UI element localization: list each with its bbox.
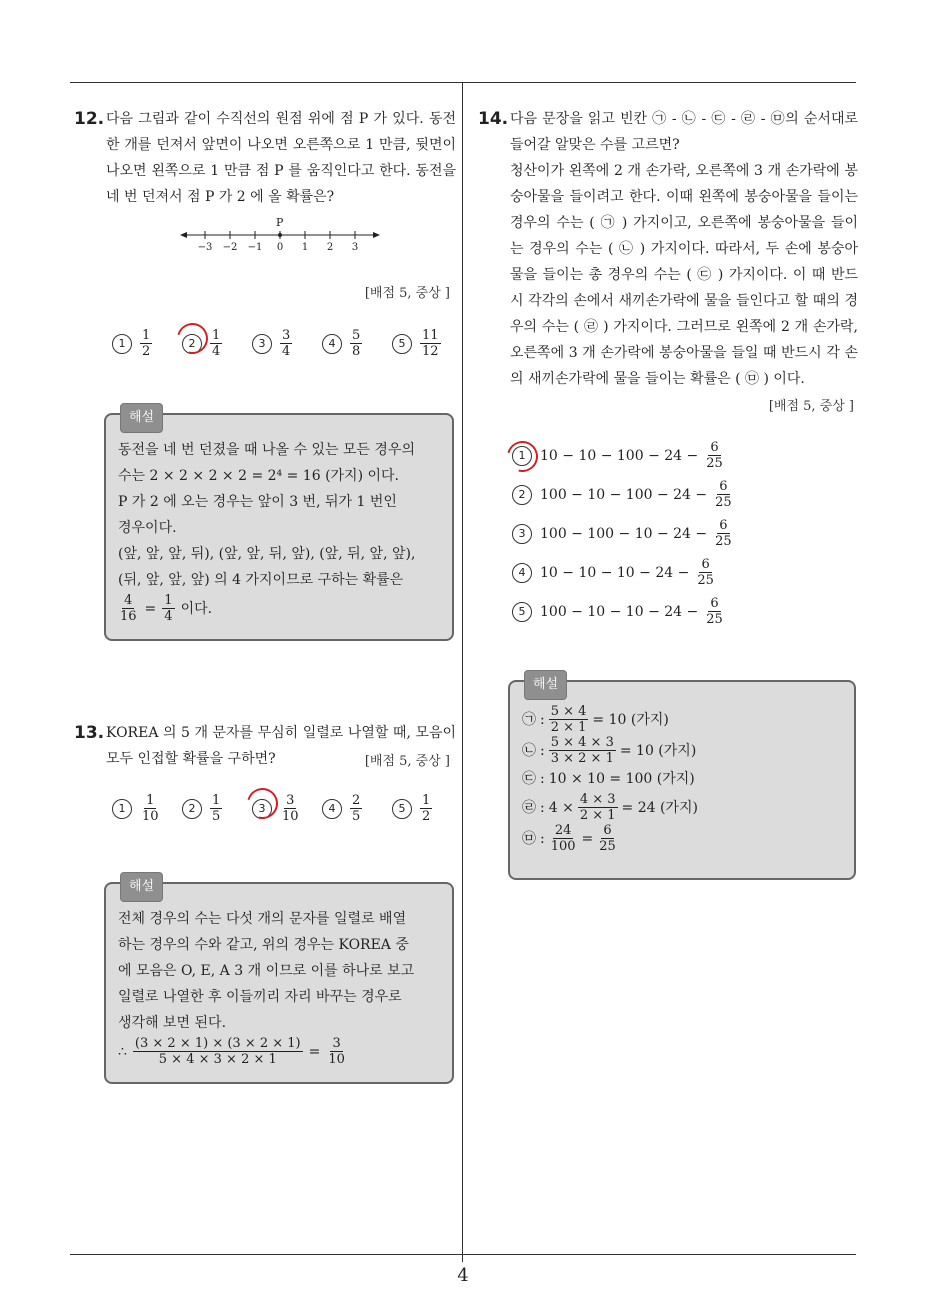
choice-number: 1 <box>512 446 532 466</box>
tick-label: −1 <box>247 242 263 253</box>
fraction: $\frac{5 \times 4}{2 \times 1}$ <box>550 704 587 735</box>
choice-3[interactable] <box>512 514 734 553</box>
question-passage: 청산이가 왼쪽에 2 개 손가락, 오른쪽에 3 개 손가락에 봉숭아물을 들이려고 한다. 이때 왼쪽에 봉숭아물을 들이는 경우의 수는 ( ㉠ ) 가지이고, 오른쪽에 봉숭아물을 들이는 경우의 수는 ( ㉡ ) 가지이다. 따라서, 두 손에 봉숭아물을 들이는 총 경우의 수는 ( ㉢ ) 가지이다. 이 때 반드시 각각의 손에서 새끼손가락에 물을 들인다고 할 때의 경우의 수는 ( ㉣ ) 가지이다. 그러므로 왼쪽에 2 개 손가락, 오른쪽에 3 개 손가락에 봉숭아물을 들일 때 반드시 각 손의 새끼손가락에 물을 들이는 확률은 ( ㉤ ) 이다. <box>510 163 858 387</box>
marked-answer <box>512 446 540 466</box>
choice-5[interactable] <box>392 793 462 824</box>
fraction: $\frac{6}{25}$ <box>599 823 616 854</box>
fraction: $\frac{5 \times 4 \times 3}{3 \times 2 \times 1}$ <box>550 735 614 766</box>
choice-4[interactable] <box>322 328 392 359</box>
fraction: $\frac{24}{100}$ <box>550 823 576 854</box>
solution-box <box>104 410 454 641</box>
answer-choices <box>512 436 734 631</box>
question-14 <box>478 106 858 392</box>
solution-line: 일렬로 나열한 후 이들끼리 자리 바꾸는 경우로 <box>118 989 402 1005</box>
page-number: 4 <box>457 1265 469 1286</box>
tick-label: 1 <box>301 242 309 253</box>
solution-line: ㉡ : $\frac{5 \times 4 \times 3}{3 \times 2 \times 1}$ = 10 (가지) <box>522 735 697 766</box>
solution-line: (앞, 앞, 앞, 뒤), (앞, 앞, 뒤, 앞), (앞, 뒤, 앞, 앞), <box>118 546 416 562</box>
choice-expression: 100 − 100 − 10 − 24 − <box>540 525 708 542</box>
choice-number: 5 <box>512 602 532 622</box>
choice-number: 5 <box>392 334 412 354</box>
solution-line: 동전을 네 번 던졌을 때 나올 수 있는 모든 경우의 <box>118 442 416 458</box>
solution-box <box>508 677 856 880</box>
score-label: [배점 5, 중상 ] <box>364 754 450 769</box>
blank-label: ㉤ <box>522 830 536 847</box>
solution-text <box>118 437 440 593</box>
question-text: 다음 그림과 같이 수직선의 원점 위에 점 P 가 있다. 동전 한 개를 던져서 앞면이 나오면 오른쪽으로 1 만큼, 뒷면이 나오면 왼쪽으로 1 만큼 점 P 를 움직인다고 한다. 동전을 네 번 던져서 점 P 가 2 에 올 확률은? <box>106 111 456 205</box>
choice-2[interactable] <box>182 328 252 359</box>
fraction: $\frac{3}{10}$ <box>328 1036 345 1067</box>
fraction: $\frac{6}{25}$ <box>706 596 723 627</box>
choice-number: 4 <box>322 334 342 354</box>
choice-number: 1 <box>112 334 132 354</box>
choice-3[interactable] <box>252 328 322 359</box>
solution-line: P 가 2 에 오는 경우는 앞이 3 번, 뒤가 1 번인 <box>118 494 397 510</box>
solution-box <box>104 879 454 1084</box>
choice-2[interactable] <box>182 793 252 824</box>
choice-3[interactable] <box>252 793 322 824</box>
fraction: $\frac{6}{25}$ <box>706 440 723 471</box>
fraction: $\frac{1}{2}$ <box>422 793 431 824</box>
solution-line: 전체 경우의 수는 다섯 개의 문자를 일렬로 배열 <box>118 911 407 927</box>
fraction: $\frac{5}{8}$ <box>352 328 361 359</box>
choice-5[interactable] <box>392 328 462 359</box>
bottom-rule <box>70 1254 856 1255</box>
answer-choices <box>112 793 462 824</box>
choice-number: 5 <box>392 799 412 819</box>
fraction: $\frac{4}{16}$ <box>120 593 137 624</box>
choice-expression: 100 − 10 − 100 − 24 − <box>540 486 708 503</box>
choice-number: 2 <box>182 799 202 819</box>
column-divider <box>462 82 463 1262</box>
tick-label: −3 <box>197 242 213 253</box>
choice-1[interactable] <box>512 436 734 475</box>
solution-text <box>118 906 440 1036</box>
solution-tag: 해설 <box>524 670 567 700</box>
solution-line: 생각해 보면 된다. <box>118 1015 227 1031</box>
blank-label: ㉢ <box>522 771 536 787</box>
blank-label: ㉡ <box>522 742 536 759</box>
fraction: $\frac{4 \times 3}{2 \times 1}$ <box>579 792 616 823</box>
choice-4[interactable] <box>512 553 734 592</box>
solution-tag: 해설 <box>120 403 163 433</box>
choice-1[interactable] <box>112 793 182 824</box>
question-text: KOREA 의 5 개 문자를 무심히 일렬로 나열할 때, 모음이 모두 인접할 확률을 구하면? <box>106 725 456 767</box>
question-text: 다음 문장을 읽고 빈칸 ㉠ - ㉡ - ㉢ - ㉣ - ㉤의 순서대로 들어갈 알맞은 수를 고르면? <box>510 111 858 153</box>
blank-label: ㉠ <box>522 711 536 728</box>
point-p-label: P <box>276 216 284 229</box>
fraction: $\frac{1}{4}$ <box>164 593 173 624</box>
solution-line: ㉠ : $\frac{5 \times 4}{2 \times 1}$ = 10 (가지) <box>522 704 669 735</box>
solution-final: $\frac{4}{16}$ = $\frac{1}{4}$ 이다. <box>120 593 213 624</box>
solution-line: 하는 경우의 수와 같고, 위의 경우는 KOREA 중 <box>118 937 409 953</box>
tick-label: 2 <box>326 242 334 253</box>
answer-choices <box>112 328 462 359</box>
number-line-labels <box>180 242 380 256</box>
question-number: 12. <box>74 109 105 129</box>
solution-final: ∴ $\frac{(3 \times 2 \times 1) \times (3 \times 2 \times 1)}{5 \times 4 \times 3 \times 2 \times 1}$ = $\frac{3}{10}$ <box>118 1036 345 1067</box>
choice-number: 2 <box>182 334 202 354</box>
solution-tag: 해설 <box>120 872 163 902</box>
solution-line: 수는 2 × 2 × 2 × 2 = 2⁴ = 16 (가지) 이다. <box>118 468 399 484</box>
fraction: $\frac{1}{4}$ <box>212 328 221 359</box>
choice-number: 3 <box>252 799 272 819</box>
blank-label: ㉣ <box>522 799 536 816</box>
fraction: $\frac{1}{5}$ <box>212 793 221 824</box>
choice-expression: 100 − 10 − 10 − 24 − <box>540 603 699 620</box>
fraction: $\frac{6}{25}$ <box>697 557 714 588</box>
choice-number: 4 <box>512 563 532 583</box>
score-label: [배점 5, 중상 ] <box>364 286 450 301</box>
solution-line: 에 모음은 O, E, A 3 개 이므로 이를 하나로 보고 <box>118 963 415 979</box>
choice-1[interactable] <box>112 328 182 359</box>
choice-expression: 10 − 10 − 100 − 24 − <box>540 447 699 464</box>
question-number: 13. <box>74 723 105 743</box>
solution-text <box>522 704 842 854</box>
solution-line: (뒤, 앞, 앞, 앞) 의 4 가지이므로 구하는 확률은 <box>118 572 404 588</box>
question-12 <box>74 106 456 210</box>
choice-number: 2 <box>512 485 532 505</box>
fraction: $\frac{1}{2}$ <box>142 328 151 359</box>
choice-number: 4 <box>322 799 342 819</box>
choice-2[interactable] <box>512 475 734 514</box>
solution-line: 경우이다. <box>118 520 177 536</box>
tick-label: 0 <box>276 242 284 253</box>
fraction: $\frac{1}{10}$ <box>142 793 159 824</box>
solution-line: ㉢ : 10 × 10 = 100 (가지) <box>522 766 842 792</box>
choice-number: 3 <box>252 334 272 354</box>
tick-label: 3 <box>351 242 359 253</box>
tick-label: −2 <box>222 242 238 253</box>
question-number: 14. <box>478 109 509 129</box>
fraction: $\frac{3}{10}$ <box>282 793 299 824</box>
fraction: $\frac{3}{4}$ <box>282 328 291 359</box>
fraction: $\frac{11}{12}$ <box>422 328 439 359</box>
choice-4[interactable] <box>322 793 392 824</box>
fraction: $\frac{2}{5}$ <box>352 793 361 824</box>
top-rule <box>70 82 856 83</box>
fraction: $\frac{6}{25}$ <box>715 479 732 510</box>
score-label: [배점 5, 중상 ] <box>768 399 854 414</box>
fraction: $\frac{6}{25}$ <box>715 518 732 549</box>
solution-line: ㉣ : 4 × $\frac{4 \times 3}{2 \times 1}$ = 24 (가지) <box>522 792 698 823</box>
fraction: $\frac{(3 \times 2 \times 1) \times (3 \times 2 \times 1)}{5 \times 4 \times 3 \times 2 \times 1}$ <box>134 1036 301 1067</box>
solution-line: ㉤ : $\frac{24}{100}$ = $\frac{6}{25}$ <box>522 823 616 854</box>
choice-number: 3 <box>512 524 532 544</box>
choice-expression: 10 − 10 − 10 − 24 − <box>540 564 690 581</box>
choice-5[interactable] <box>512 592 734 631</box>
choice-number: 1 <box>112 799 132 819</box>
